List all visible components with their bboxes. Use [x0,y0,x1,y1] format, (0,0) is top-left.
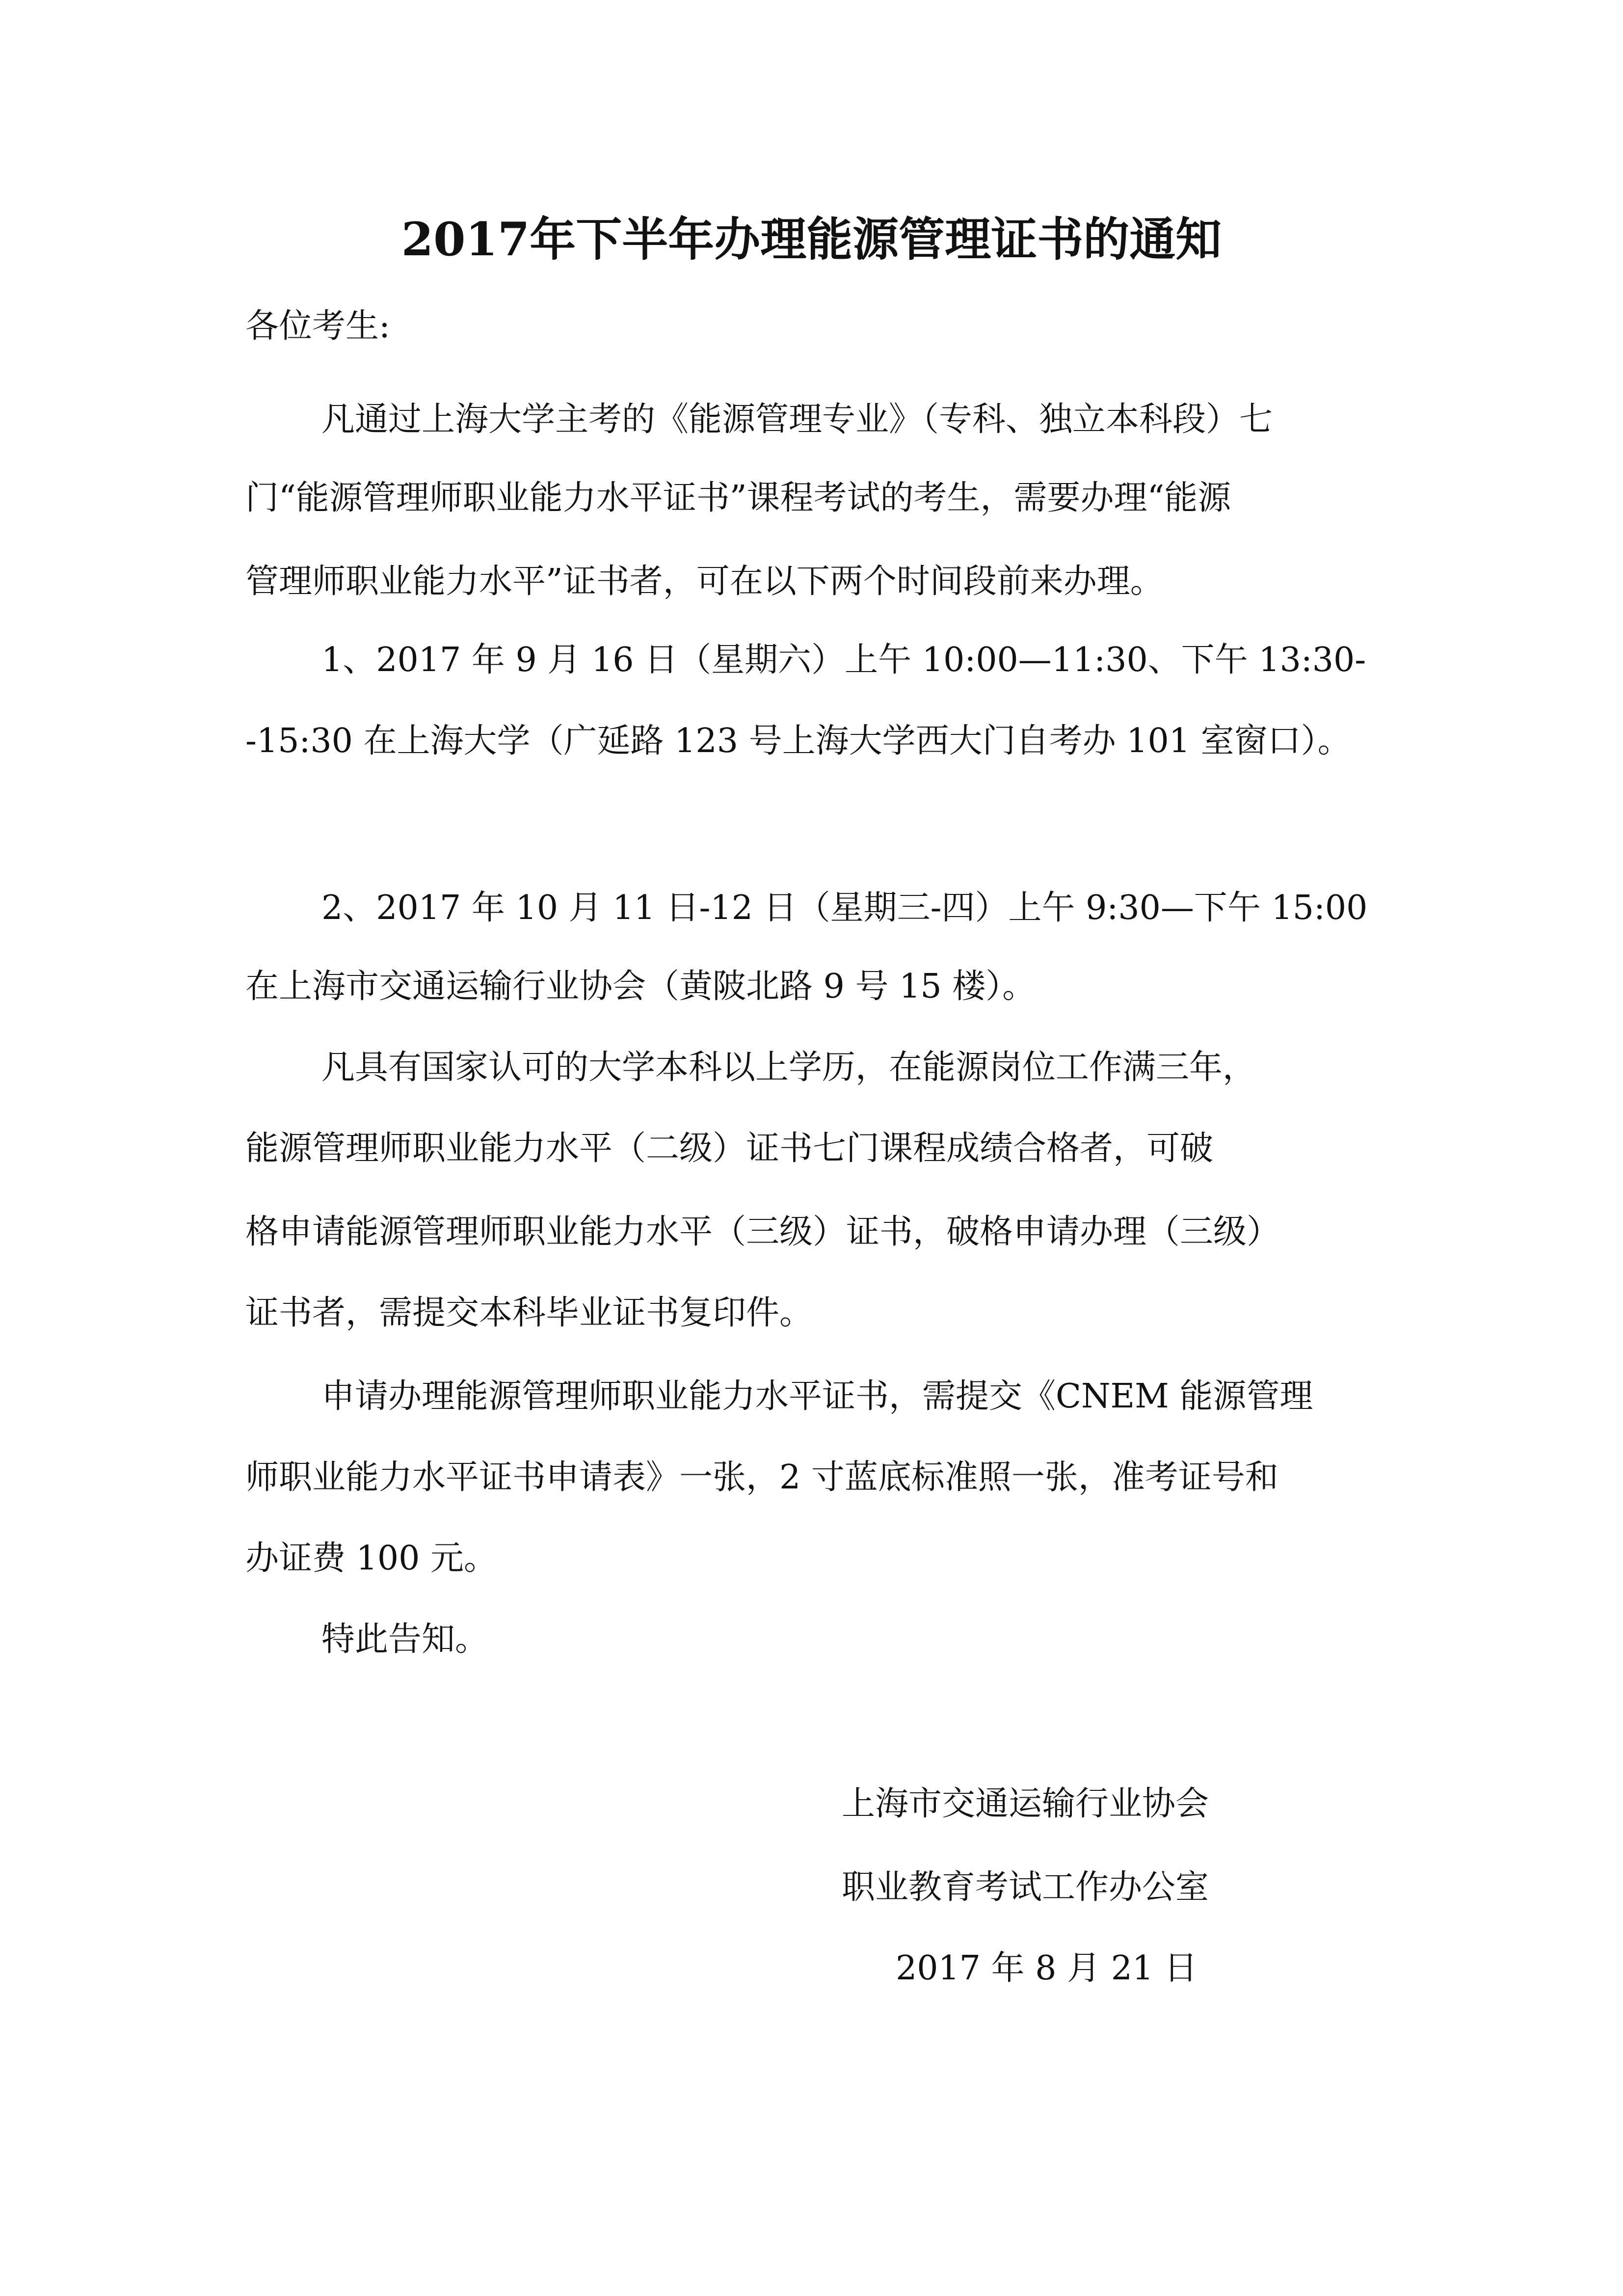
item-1-line-2: -15:30 在上海大学（广延路 123 号上海大学西大门自考办 101 室窗口）。 [245,722,1351,760]
item-2-line-1: 2、2017 年 10 月 11 日-12 日（星期三-四）上午 9:30—下午 15:00 [321,889,1368,927]
paragraph-materials-line-2: 师职业能力水平证书申请表》一张，2 寸蓝底标准照一张，准考证号和 [245,1458,1278,1497]
paragraph-intro-line-2: 门“能源管理师职业能力水平证书”课程考试的考生，需要办理“能源 [245,479,1231,517]
signature-organization: 上海市交通运输行业协会 [842,1784,1209,1823]
signature-department: 职业教育考试工作办公室 [842,1868,1209,1907]
closing-remark: 特此告知。 [321,1620,489,1659]
paragraph-requirements-line-4: 证书者，需提交本科毕业证书复印件。 [245,1294,813,1332]
item-1-line-1: 1、2017 年 9 月 16 日（星期六）上午 10:00—11:30、下午 13:30- [321,641,1366,679]
paragraph-requirements-line-2: 能源管理师职业能力水平（二级）证书七门课程成绩合格者，可破 [245,1129,1214,1168]
paragraph-requirements-line-3: 格申请能源管理师职业能力水平（三级）证书，破格申请办理（三级） [245,1213,1280,1251]
paragraph-intro-line-1: 凡通过上海大学主考的《能源管理专业》（专科、独立本科段）七 [321,400,1273,439]
paragraph-materials-line-3: 办证费 100 元。 [245,1539,498,1578]
page-title: 2017年下半年办理能源管理证书的通知 [401,213,1222,267]
paragraph-intro-line-3: 管理师职业能力水平”证书者，可在以下两个时间段前来办理。 [245,562,1164,601]
item-2-line-2: 在上海市交通运输行业协会（黄陂北路 9 号 15 楼）。 [245,967,1036,1006]
signature-date: 2017 年 8 月 21 日 [896,1949,1197,1988]
paragraph-requirements-line-1: 凡具有国家认可的大学本科以上学历，在能源岗位工作满三年， [321,1048,1256,1087]
paragraph-materials-line-1: 申请办理能源管理师职业能力水平证书，需提交《CNEM 能源管理 [321,1377,1313,1416]
salutation: 各位考生: [245,307,390,346]
